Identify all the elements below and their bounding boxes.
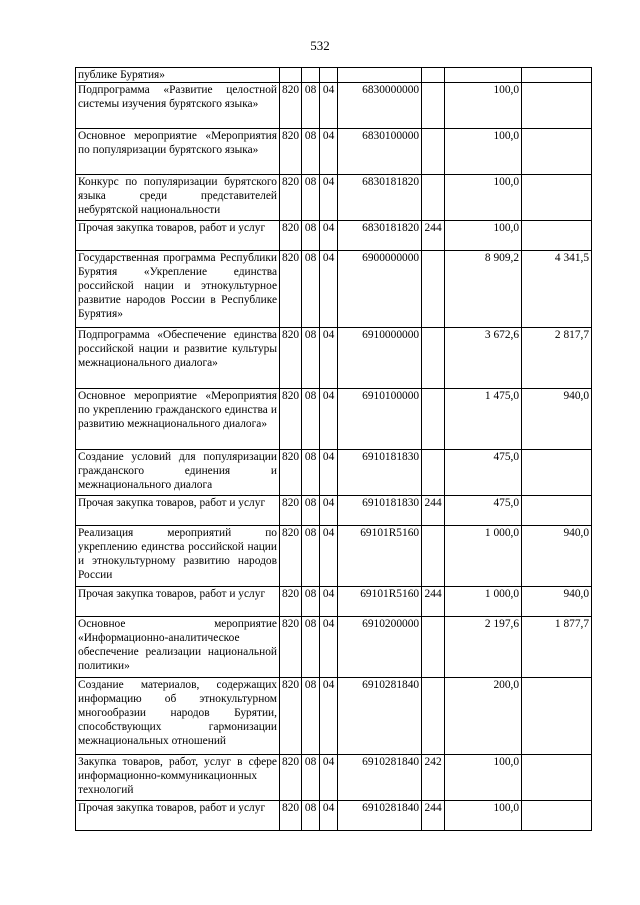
table-row — [76, 755, 592, 801]
table-row — [76, 801, 592, 831]
amount-cell: 100,0 — [445, 221, 522, 251]
row-name-cell: Подпрограмма «Развитие целостной системы изучения бурятского языка» — [76, 83, 280, 129]
expense-type-cell: 244 — [422, 496, 445, 526]
amount-cell: 1 000,0 — [445, 526, 522, 587]
table-row — [76, 617, 592, 678]
ministry-code-cell: 820 — [280, 450, 302, 496]
subsection-cell: 04 — [320, 496, 338, 526]
subsection-cell — [320, 68, 338, 83]
amount-cell: 100,0 — [445, 83, 522, 129]
subsection-cell: 04 — [320, 221, 338, 251]
subsection-cell: 04 — [320, 755, 338, 801]
target-article-cell: 6910000000 — [338, 328, 422, 389]
subsection-cell: 04 — [320, 617, 338, 678]
section-cell: 08 — [302, 251, 320, 328]
table-row — [76, 450, 592, 496]
amount-secondary-cell: 4 341,5 — [522, 251, 592, 328]
expense-type-cell — [422, 175, 445, 221]
amount-cell: 100,0 — [445, 175, 522, 221]
target-article-cell: 6910200000 — [338, 617, 422, 678]
subsection-cell: 04 — [320, 83, 338, 129]
ministry-code-cell — [280, 68, 302, 83]
target-article-cell: 6830181820 — [338, 175, 422, 221]
row-name-cell: публике Бурятия» — [76, 68, 280, 83]
row-name-cell: Реализация мероприятий по укреплению единства российской нации и этнокультурному развитию народов России — [76, 526, 280, 587]
ministry-code-cell: 820 — [280, 251, 302, 328]
expense-type-cell — [422, 129, 445, 175]
ministry-code-cell: 820 — [280, 678, 302, 755]
table-row — [76, 83, 592, 129]
row-name-cell: Подпрограмма «Обеспечение единства российской нации и развитие культуры межнационального диалога» — [76, 328, 280, 389]
expense-type-cell — [422, 389, 445, 450]
ministry-code-cell: 820 — [280, 617, 302, 678]
section-cell: 08 — [302, 221, 320, 251]
subsection-cell: 04 — [320, 678, 338, 755]
expense-type-cell — [422, 251, 445, 328]
ministry-code-cell: 820 — [280, 587, 302, 617]
amount-secondary-cell — [522, 678, 592, 755]
amount-cell: 100,0 — [445, 801, 522, 831]
row-name-cell: Прочая закупка товаров, работ и услуг — [76, 221, 280, 251]
ministry-code-cell: 820 — [280, 755, 302, 801]
row-name-cell: Закупка товаров, работ, услуг в сфере информационно-коммуникационных технологий — [76, 755, 280, 801]
amount-cell: 8 909,2 — [445, 251, 522, 328]
table-row — [76, 129, 592, 175]
amount-cell: 3 672,6 — [445, 328, 522, 389]
target-article-cell: 6900000000 — [338, 251, 422, 328]
target-article-cell: 6910181830 — [338, 450, 422, 496]
row-name-cell: Создание материалов, содержащих информацию об этнокультурном многообразии народов Бурятии, способствующих гармонизации межнациональных отношений — [76, 678, 280, 755]
table-row — [76, 389, 592, 450]
section-cell: 08 — [302, 450, 320, 496]
ministry-code-cell: 820 — [280, 175, 302, 221]
section-cell: 08 — [302, 129, 320, 175]
row-name-cell: Прочая закупка товаров, работ и услуг — [76, 801, 280, 831]
amount-cell: 1 000,0 — [445, 587, 522, 617]
ministry-code-cell: 820 — [280, 129, 302, 175]
amount-secondary-cell — [522, 221, 592, 251]
section-cell: 08 — [302, 587, 320, 617]
expense-type-cell — [422, 328, 445, 389]
subsection-cell: 04 — [320, 175, 338, 221]
amount-cell — [445, 68, 522, 83]
amount-cell: 200,0 — [445, 678, 522, 755]
amount-secondary-cell: 1 877,7 — [522, 617, 592, 678]
table-row — [76, 175, 592, 221]
section-cell: 08 — [302, 801, 320, 831]
table-row — [76, 328, 592, 389]
subsection-cell: 04 — [320, 801, 338, 831]
subsection-cell: 04 — [320, 389, 338, 450]
section-cell: 08 — [302, 328, 320, 389]
ministry-code-cell: 820 — [280, 83, 302, 129]
ministry-code-cell: 820 — [280, 221, 302, 251]
expense-type-cell — [422, 68, 445, 83]
expense-type-cell: 244 — [422, 801, 445, 831]
amount-secondary-cell — [522, 450, 592, 496]
table-row — [76, 496, 592, 526]
amount-cell: 100,0 — [445, 755, 522, 801]
amount-cell: 2 197,6 — [445, 617, 522, 678]
expense-type-cell — [422, 617, 445, 678]
amount-secondary-cell — [522, 755, 592, 801]
subsection-cell: 04 — [320, 450, 338, 496]
amount-secondary-cell — [522, 129, 592, 175]
amount-cell: 475,0 — [445, 450, 522, 496]
row-name-cell: Основное мероприятие «Мероприятия по популяризации бурятского языка» — [76, 129, 280, 175]
target-article-cell: 6910281840 — [338, 755, 422, 801]
expense-type-cell — [422, 678, 445, 755]
section-cell: 08 — [302, 389, 320, 450]
subsection-cell: 04 — [320, 328, 338, 389]
section-cell: 08 — [302, 175, 320, 221]
subsection-cell: 04 — [320, 587, 338, 617]
row-name-cell: Основное мероприятие «Информационно-аналитическое обеспечение реализации национальной политики» — [76, 617, 280, 678]
expense-type-cell: 244 — [422, 221, 445, 251]
ministry-code-cell: 820 — [280, 801, 302, 831]
target-article-cell: 6910100000 — [338, 389, 422, 450]
table-row — [76, 587, 592, 617]
subsection-cell: 04 — [320, 129, 338, 175]
section-cell: 08 — [302, 526, 320, 587]
section-cell: 08 — [302, 496, 320, 526]
table-row — [76, 678, 592, 755]
section-cell: 08 — [302, 678, 320, 755]
target-article-cell: 6830000000 — [338, 83, 422, 129]
ministry-code-cell: 820 — [280, 526, 302, 587]
ministry-code-cell: 820 — [280, 496, 302, 526]
expense-type-cell — [422, 450, 445, 496]
target-article-cell: 6910181830 — [338, 496, 422, 526]
target-article-cell: 69101R5160 — [338, 587, 422, 617]
section-cell — [302, 68, 320, 83]
amount-cell: 475,0 — [445, 496, 522, 526]
amount-cell: 100,0 — [445, 129, 522, 175]
target-article-cell: 6910281840 — [338, 678, 422, 755]
section-cell: 08 — [302, 617, 320, 678]
target-article-cell: 6830181820 — [338, 221, 422, 251]
amount-secondary-cell — [522, 496, 592, 526]
amount-secondary-cell — [522, 801, 592, 831]
expense-type-cell — [422, 83, 445, 129]
section-cell: 08 — [302, 83, 320, 129]
amount-secondary-cell: 940,0 — [522, 587, 592, 617]
budget-table-body — [76, 68, 592, 831]
expense-type-cell: 244 — [422, 587, 445, 617]
row-name-cell: Государственная программа Республики Бурятия «Укрепление единства российской нации и этнокультурное развитие народов России в Республике Бурятия» — [76, 251, 280, 328]
page-number: 532 — [310, 38, 330, 53]
ministry-code-cell: 820 — [280, 328, 302, 389]
subsection-cell: 04 — [320, 526, 338, 587]
target-article-cell — [338, 68, 422, 83]
amount-secondary-cell: 2 817,7 — [522, 328, 592, 389]
amount-secondary-cell: 940,0 — [522, 389, 592, 450]
table-row — [76, 68, 592, 83]
row-name-cell: Основное мероприятие «Мероприятия по укреплению гражданского единства и развитию межнационального диалога» — [76, 389, 280, 450]
table-row — [76, 251, 592, 328]
budget-table — [75, 67, 592, 831]
target-article-cell: 6830100000 — [338, 129, 422, 175]
target-article-cell: 69101R5160 — [338, 526, 422, 587]
expense-type-cell: 242 — [422, 755, 445, 801]
amount-secondary-cell — [522, 68, 592, 83]
target-article-cell: 6910281840 — [338, 801, 422, 831]
amount-secondary-cell — [522, 83, 592, 129]
row-name-cell: Создание условий для популяризации гражданского единения и межнационального диалога — [76, 450, 280, 496]
table-row — [76, 526, 592, 587]
expense-type-cell — [422, 526, 445, 587]
amount-cell: 1 475,0 — [445, 389, 522, 450]
subsection-cell: 04 — [320, 251, 338, 328]
row-name-cell: Прочая закупка товаров, работ и услуг — [76, 587, 280, 617]
ministry-code-cell: 820 — [280, 389, 302, 450]
table-row — [76, 221, 592, 251]
amount-secondary-cell: 940,0 — [522, 526, 592, 587]
row-name-cell: Конкурс по популяризации бурятского языка среди представителей небурятской национальности — [76, 175, 280, 221]
row-name-cell: Прочая закупка товаров, работ и услуг — [76, 496, 280, 526]
section-cell: 08 — [302, 755, 320, 801]
amount-secondary-cell — [522, 175, 592, 221]
